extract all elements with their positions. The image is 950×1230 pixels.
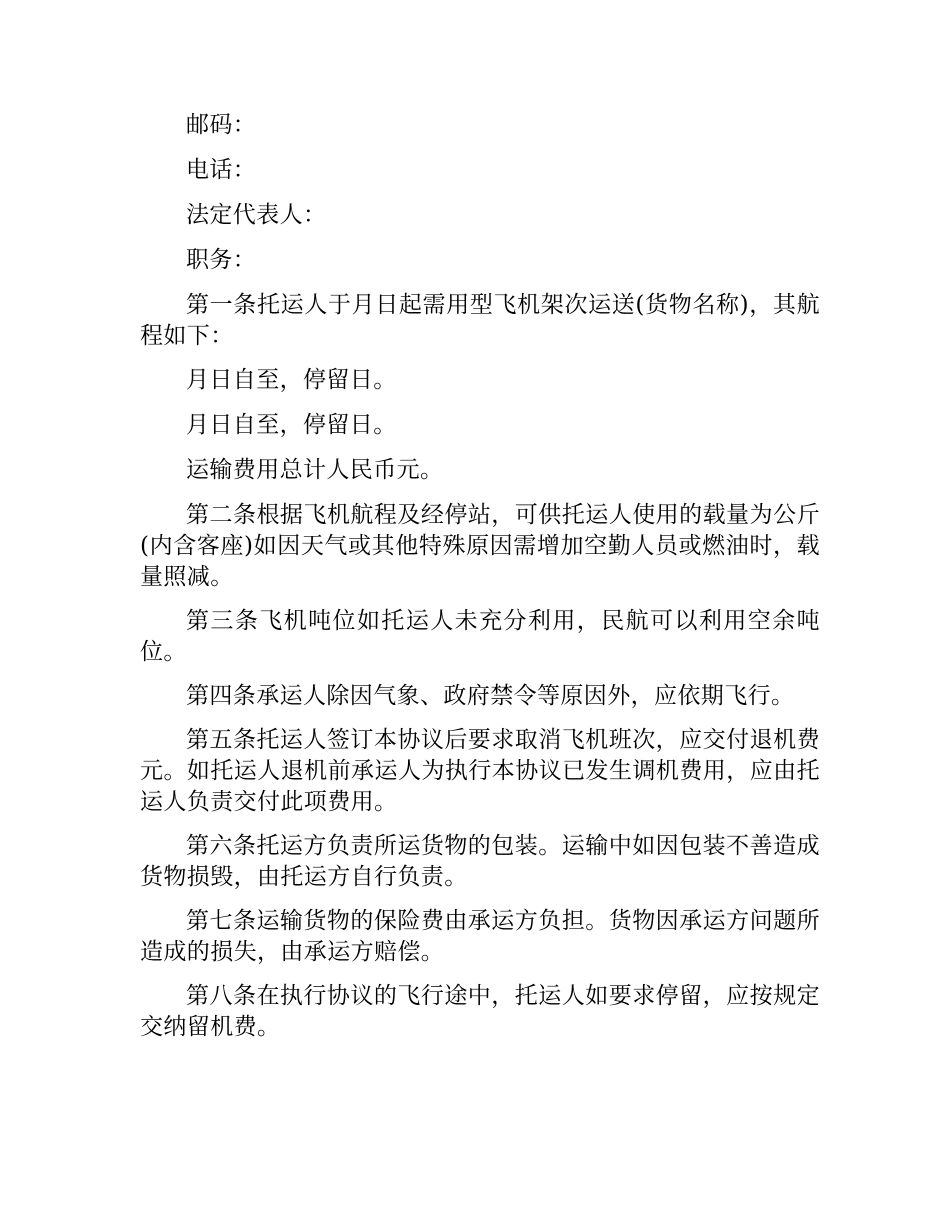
article-4: 第四条承运人除因气象、政府禁令等原因外，应依期飞行。 [186, 683, 795, 709]
article-3: 第三条飞机吨位如托运人未充分利用，民航可以利用空余吨位。 [140, 608, 820, 665]
article-7: 第七条运输货物的保险费由承运方负担。货物因承运方问题所造成的损失，由承运方赔偿。 [140, 908, 820, 965]
legal-representative-line: 法定代表人： [186, 202, 327, 228]
document-page [140, 110, 820, 1056]
route-line-2: 月日自至，停留日。 [186, 412, 397, 438]
article-2: 第二条根据飞机航程及经停站，可供托运人使用的载量为公斤(内含客座)如因天气或其他特殊原因需增加空勤人员或燃油时，载量照减。 [140, 502, 820, 590]
article-8: 第八条在执行协议的飞行途中，托运人如要求停留，应按规定交纳留机费。 [140, 983, 820, 1040]
article-1: 第一条托运人于月日起需用型飞机架次运送(货物名称)，其航程如下： [140, 292, 820, 349]
position-line: 职务： [186, 247, 257, 273]
article-5: 第五条托运人签订本协议后要求取消飞机班次，应交付退机费元。如托运人退机前承运人为执行本协议已发生调机费用，应由托运人负责交付此项费用。 [140, 727, 820, 815]
transport-fee-line: 运输费用总计人民币元。 [186, 457, 444, 483]
article-6: 第六条托运方负责所运货物的包装。运输中如因包装不善造成货物损毁，由托运方自行负责。 [140, 833, 820, 890]
route-line-1: 月日自至，停留日。 [186, 367, 397, 393]
postal-code-line: 邮码： [186, 112, 257, 138]
phone-line: 电话： [186, 157, 257, 183]
